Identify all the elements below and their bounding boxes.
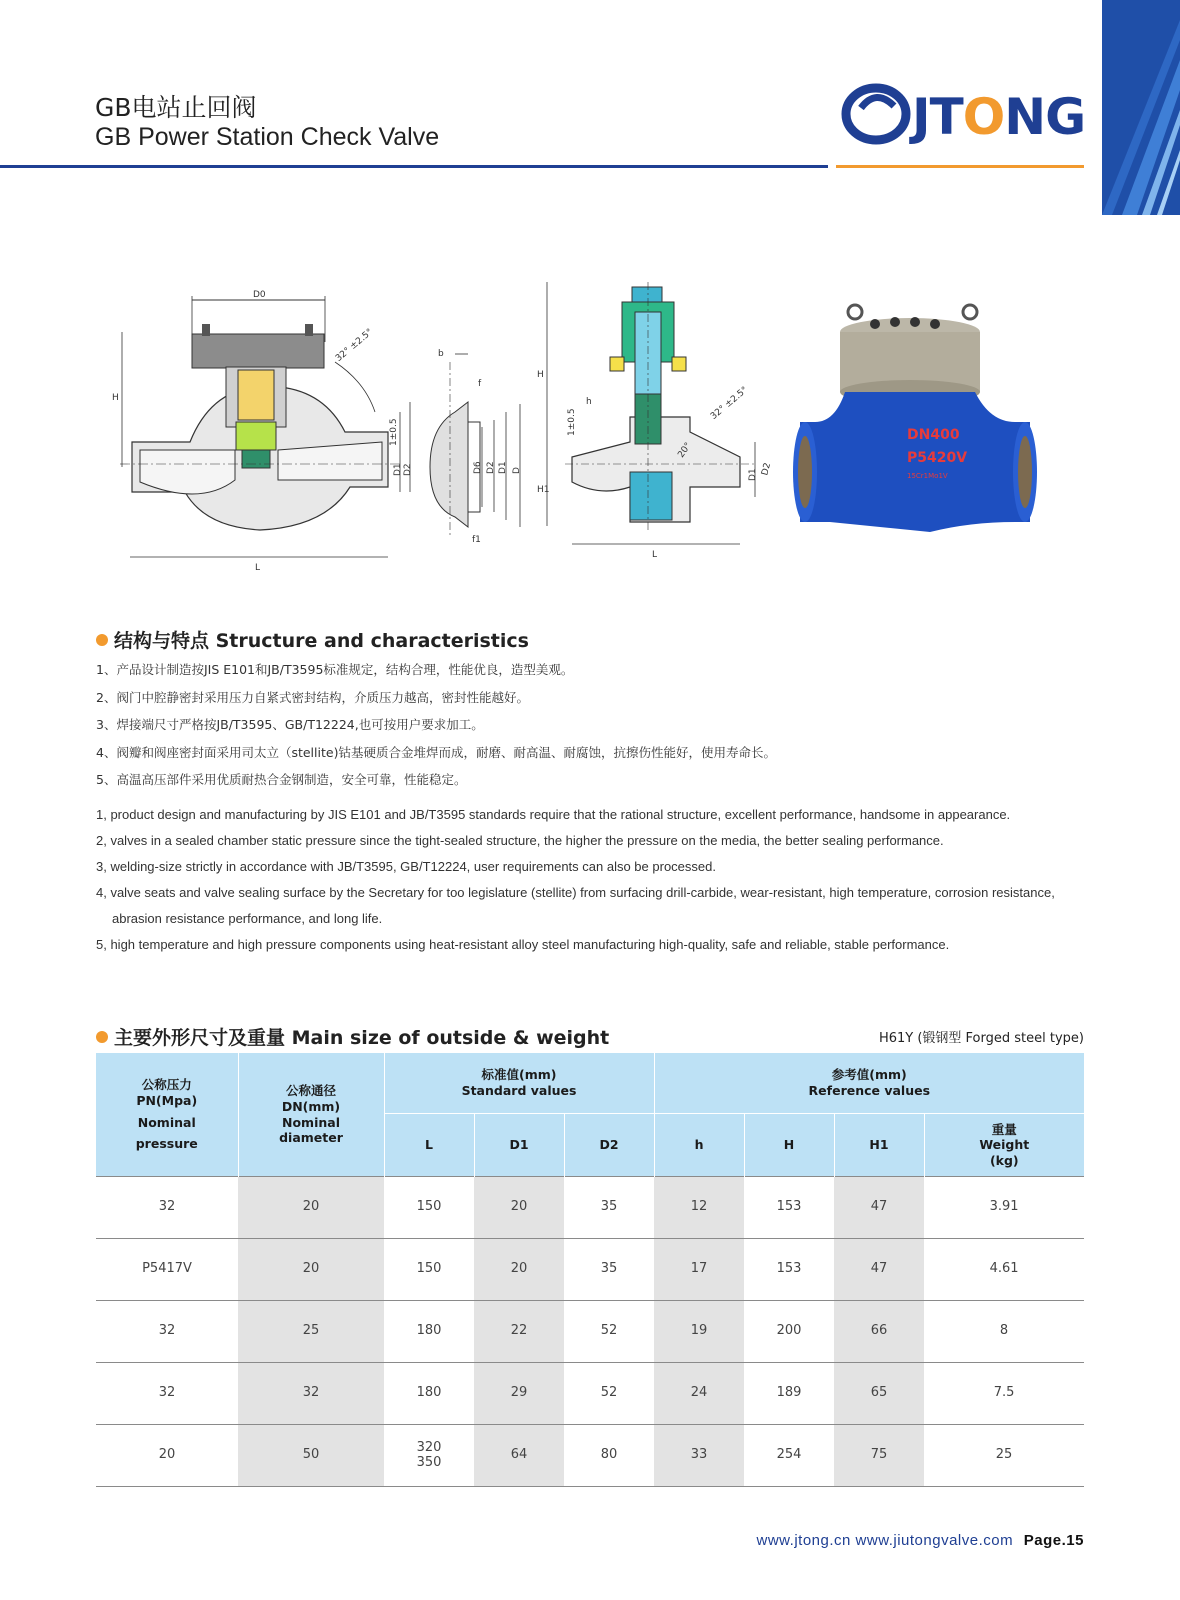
list-item: 4, valve seats and valve sealing surface by the Secretary for too legislature (stellite) from surfacing drill-carbide, wear-resistant, high temperature, corrosion resistance, abrasion resistance performance, and long life. xyxy=(96,885,1055,926)
list-item: 4、阀瓣和阀座密封面采用司太立（stellite)钴基硬质合金堆焊而成，耐磨、耐高温、耐腐蚀，抗擦伤性能好，使用寿命长。 xyxy=(96,744,776,760)
dim-label-angle-left: 32° ±2.5° xyxy=(334,327,376,364)
valve-drawings xyxy=(110,282,1085,582)
dim-label-h-right: H xyxy=(537,370,544,380)
header-d2: D2 xyxy=(564,1114,654,1177)
header-reference-values: 参考值(mm) Reference values xyxy=(654,1053,1084,1114)
dim-label-b: b xyxy=(438,349,444,359)
dim-label-h1-right: H1 xyxy=(537,485,550,495)
weld-end-drawing xyxy=(430,349,522,545)
valve-section-drawing-right xyxy=(537,282,773,560)
dim-label-l-right: L xyxy=(652,550,658,560)
table-row: 32 32 180 29 52 24 189 65 7.5 xyxy=(96,1363,1084,1425)
table-row: P5417V 20 150 20 35 17 153 47 4.61 xyxy=(96,1239,1084,1301)
header-rule-blue xyxy=(0,165,828,168)
list-item: 3、焊接端尺寸严格按JB/T3595、GB/T12224,也可按用户要求加工。 xyxy=(96,717,484,732)
structure-list-en xyxy=(96,802,1086,958)
dim-label-d2-right: D2 xyxy=(760,461,774,477)
dim-label-d0: D0 xyxy=(253,290,266,300)
dim-label-d6: D6 xyxy=(473,461,483,474)
header-h1: H1 xyxy=(834,1114,924,1177)
header-weight: 重量 Weight (kg) xyxy=(924,1114,1084,1177)
bullet-dot-icon xyxy=(96,1031,108,1043)
table-row: 32 25 180 22 52 19 200 66 8 xyxy=(96,1301,1084,1363)
list-item: 2, valves in a sealed chamber static pressure since the tight-sealed structure, the higher the pressure on the media, the better sealing performance. xyxy=(96,833,944,848)
logo-wordmark: JTONG xyxy=(912,88,1086,146)
corner-stripes-decoration xyxy=(1102,0,1180,215)
dim-label-d2-left: D2 xyxy=(403,463,413,476)
dim-label-slope-right: 1±0.5 xyxy=(567,408,577,436)
logo-wordmark-o: O xyxy=(962,88,1005,146)
header-h-small: h xyxy=(654,1114,744,1177)
dim-label-d: D xyxy=(512,467,522,474)
photo-marking-material: 15Cr1Mo1V xyxy=(907,472,948,480)
table-type-note: H61Y (锻钢型 Forged steel type) xyxy=(878,1031,1084,1046)
header-l: L xyxy=(384,1114,474,1177)
dim-label-f1: f1 xyxy=(472,535,481,545)
page-footer xyxy=(600,1532,1084,1549)
structure-list-cn xyxy=(96,656,1086,794)
dim-label-angle-right: 32° ±2.5° xyxy=(709,385,751,422)
page-title-cn: GB电站止回阀 xyxy=(95,93,257,122)
header-standard-values: 标准值(mm) Standard values xyxy=(384,1053,654,1114)
dim-label-f: f xyxy=(478,379,482,389)
list-item: 1, product design and manufacturing by JIS E101 and JB/T3595 standards require that the rational structure, excellent performance, handsome in appearance. xyxy=(96,807,1011,822)
dim-label-h-small: h xyxy=(586,397,592,407)
dim-label-d1-left: D1 xyxy=(393,463,403,476)
header-d1: D1 xyxy=(474,1114,564,1177)
bullet-dot-icon xyxy=(96,634,108,646)
dim-label-d1-mid: D1 xyxy=(498,461,508,474)
dim-label-slope-left: 1±0.5 xyxy=(389,418,399,446)
header-pn: 公称压力 PN(Mpa) Nominal pressure xyxy=(96,1053,238,1177)
dim-label-d2-mid: D2 xyxy=(486,461,496,474)
section-heading-size: 主要外形尺寸及重量 Main size of outside & weight xyxy=(96,1023,609,1050)
list-item: 2、阀门中腔静密封采用压力自紧式密封结构，介质压力越高，密封性能越好。 xyxy=(96,689,529,705)
list-item: 3, welding-size strictly in accordance with JB/T3595, GB/T12224, user requirements can also be processed. xyxy=(96,859,716,874)
photo-marking-dn: DN400 xyxy=(907,427,960,443)
dim-label-angle-mid: 20° xyxy=(676,441,694,460)
header-dn: 公称通径 DN(mm) Nominal diameter xyxy=(238,1053,384,1177)
list-item: 5, high temperature and high pressure components using heat-resistant alloy steel manufacturing high-quality, safe and reliable, stable performance. xyxy=(96,937,950,952)
header-h: H xyxy=(744,1114,834,1177)
valve-section-drawing-left xyxy=(112,290,413,573)
dim-label-h-left: H xyxy=(112,393,119,403)
valve-product-photo xyxy=(793,305,1037,532)
size-table xyxy=(96,1053,1084,1487)
footer-urls[interactable]: www.jtong.cn www.jiutongvalve.com xyxy=(756,1532,1014,1549)
list-item: 1、产品设计制造按JIS E101和JB/T3595标准规定，结构合理，性能优良，造型美观。 xyxy=(96,662,574,677)
list-item: 5、高温高压部件采用优质耐热合金钢制造，安全可靠，性能稳定。 xyxy=(96,772,467,787)
photo-marking-p: P5420V xyxy=(907,450,968,466)
page-title-en: GB Power Station Check Valve xyxy=(95,123,440,151)
page-number: Page.15 xyxy=(1023,1532,1084,1549)
section-heading-structure: 结构与特点 Structure and characteristics xyxy=(96,626,529,653)
dim-label-d1-right: D1 xyxy=(748,468,758,481)
header-rule-orange xyxy=(836,165,1084,168)
dim-label-l-left: L xyxy=(255,563,261,573)
table-row: 20 50 320 350 64 80 33 254 75 25 xyxy=(96,1425,1084,1487)
table-row: 32 20 150 20 35 12 153 47 3.91 xyxy=(96,1177,1084,1239)
